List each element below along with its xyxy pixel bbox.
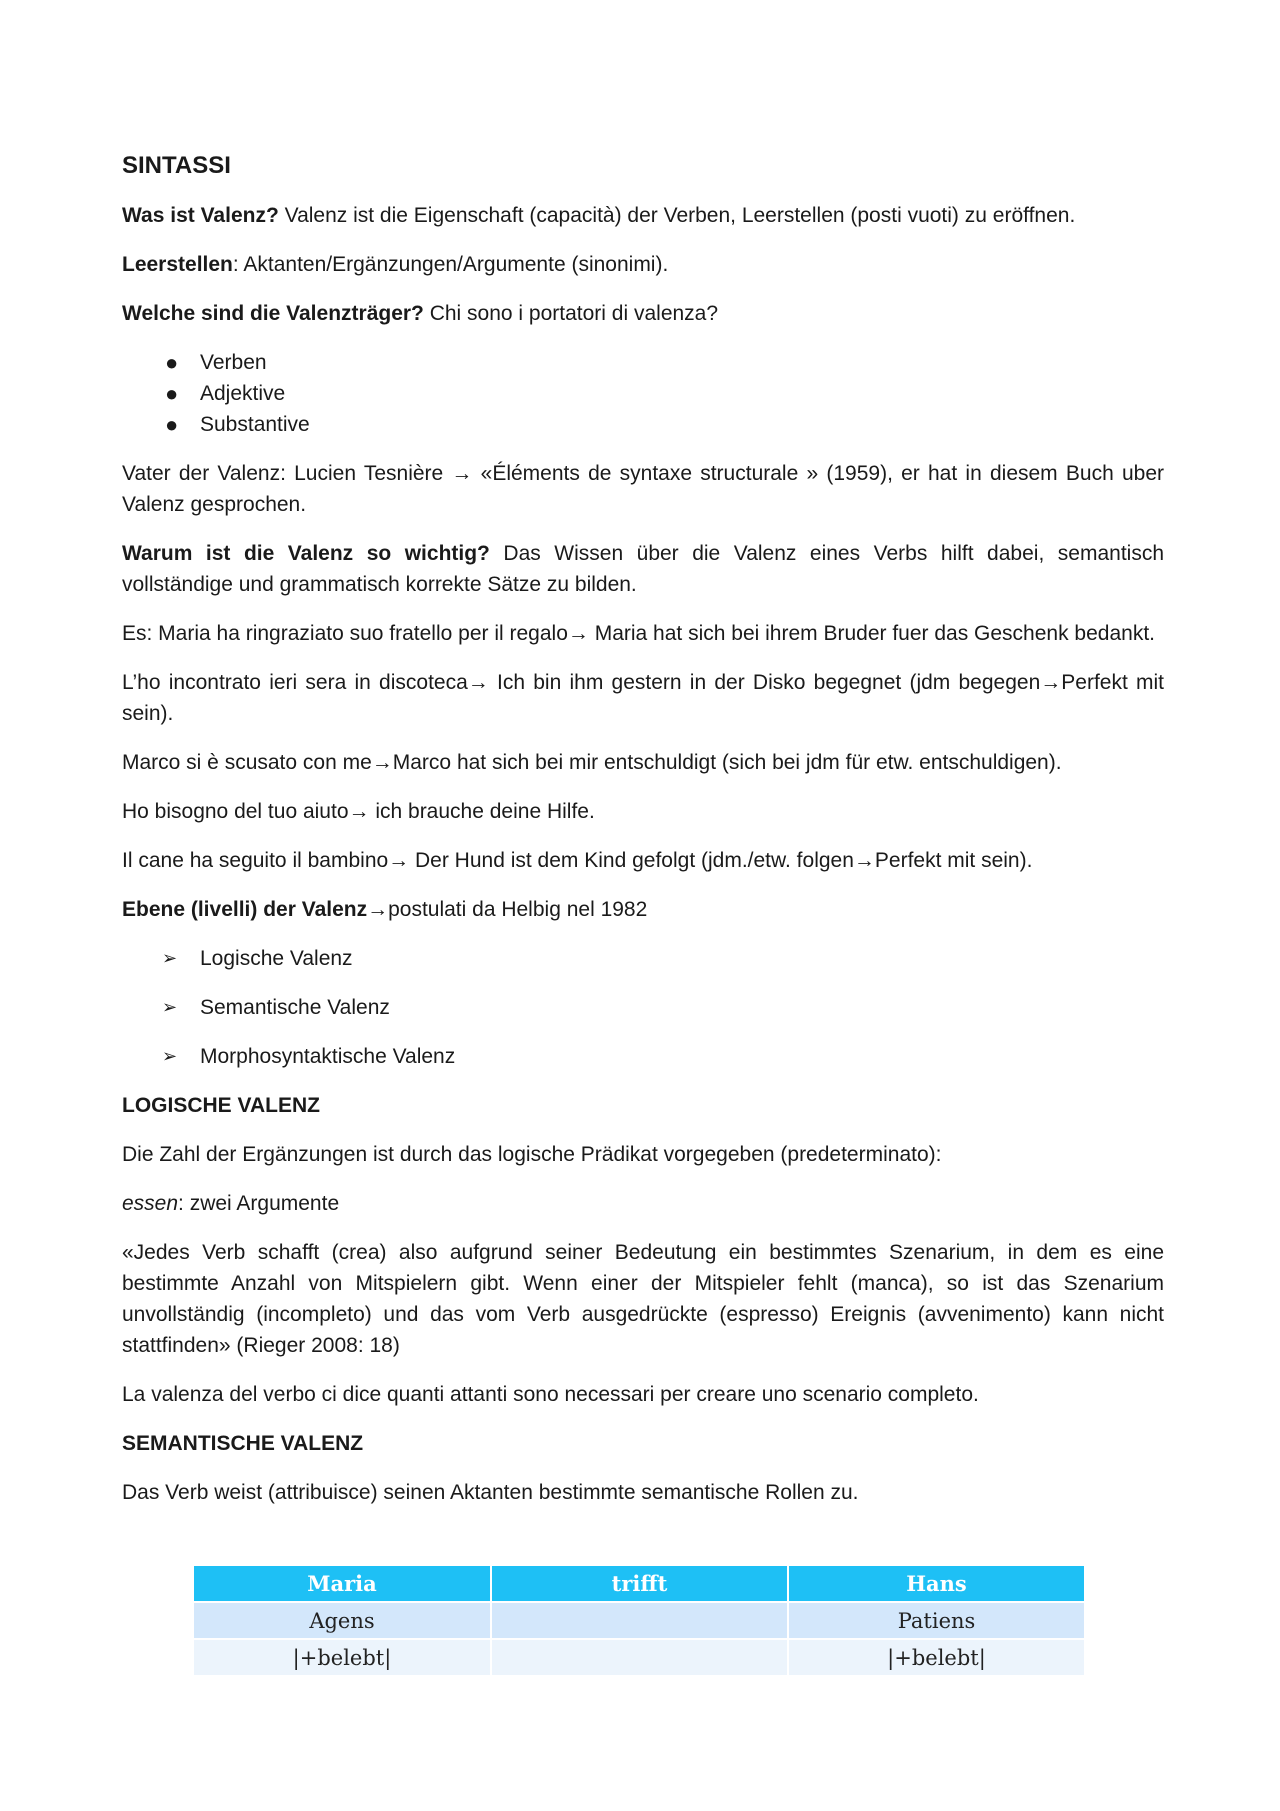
page-title: SINTASSI [122, 152, 231, 179]
paragraph-example-4: Ho bisogno del tuo aiuto→ ich brauche deine Hilfe. [122, 800, 595, 823]
paragraph-example-2: L’ho incontrato ieri sera in discoteca→ Ich bin ihm gestern in der Disko begegnet (jdm begegen→Perfekt mit sein). [122, 671, 1164, 725]
paragraph-warum [122, 538, 1164, 600]
paragraph-ebene [122, 894, 1164, 925]
table-cell: |+belebt| [194, 1639, 491, 1676]
bullet-icon: ● [165, 412, 179, 437]
list-item [122, 943, 1164, 974]
table-header-row [194, 1566, 1085, 1602]
table-cell [491, 1639, 788, 1676]
paragraph-zahl: Die Zahl der Ergänzungen ist durch das logische Prädikat vorgegeben (predeterminato): [122, 1143, 942, 1166]
paragraph-example-3: Marco si è scusato con me→Marco hat sich bei mir entschuldigt (sich bei jdm für etw. entschuldigen). [122, 751, 1062, 774]
paragraph-text: : Aktanten/Ergänzungen/Argumente (sinonimi). [232, 253, 669, 276]
bold-question: Welche sind die Valenzträger? [122, 302, 424, 325]
list-item-text: Adjektive [200, 382, 286, 405]
paragraph-rollen: Das Verb weist (attribuisce) seinen Aktanten bestimmte semantische Rollen zu. [122, 1481, 859, 1504]
italic-term: essen [122, 1192, 179, 1215]
table-row [194, 1602, 1085, 1639]
table-cell [491, 1602, 788, 1639]
paragraph-quote-rieger: «Jedes Verb schafft (crea) also aufgrund seiner Bedeutung ein bestimmtes Szenarium, in dem es eine bestimmte Anzahl von Mitspielern gibt. Wenn einer der Mitspieler fehlt (manca), so ist das Szenarium unvollständig (incompleto) und das vom Verb ausgedrückte (espresso) Ereignis (avvenimento) kann nicht stattfinden» (Rieger 2008: 18) [122, 1241, 1164, 1357]
table-header-cell: Hans [788, 1566, 1085, 1602]
table-header-cell: Maria [194, 1566, 491, 1602]
paragraph-text: Valenz ist die Eigenschaft (capacità) der Verben, Leerstellen (posti vuoti) zu eröffnen. [278, 204, 1076, 227]
bullet-icon: ● [165, 350, 179, 375]
list-item [122, 347, 1164, 378]
list-item [122, 409, 1164, 440]
list-item-text: Morphosyntaktische Valenz [200, 1045, 456, 1068]
paragraph-example-1: Es: Maria ha ringraziato suo fratello per il regalo→ Maria hat sich bei ihrem Bruder fuer das Geschenk bedankt. [122, 622, 1155, 645]
table-cell: Patiens [788, 1602, 1085, 1639]
arrow-bullet-icon: ➢ [162, 1046, 178, 1066]
bold-term: Leerstellen [122, 253, 233, 276]
paragraph-example-5: Il cane ha seguito il bambino→ Der Hund ist dem Kind gefolgt (jdm./etw. folgen→Perfekt mit sein). [122, 849, 1033, 872]
paragraph-valenz-definition [122, 200, 1164, 231]
paragraph-text: →postulati da Helbig nel 1982 [367, 898, 648, 921]
valenztraeger-list [122, 347, 1164, 440]
paragraph-text: Chi sono i portatori di valenza? [423, 302, 719, 325]
arrow-bullet-icon: ➢ [162, 948, 178, 968]
bold-term: Ebene (livelli) der Valenz [122, 898, 368, 921]
paragraph-leerstellen [122, 249, 1164, 280]
document-page [122, 150, 1164, 1526]
list-item-text: Verben [200, 351, 267, 374]
list-item [122, 1041, 1164, 1072]
bold-question: Was ist Valenz? [122, 204, 279, 227]
list-item [122, 378, 1164, 409]
list-item [122, 992, 1164, 1023]
list-item-text: Semantische Valenz [200, 996, 390, 1019]
paragraph-text: Das Wissen über die Valenz eines Verbs hilft dabei, semantisch vollständige und grammatisch korrekte Sätze zu bilden. [122, 542, 1165, 596]
paragraph-tesniere: Vater der Valenz: Lucien Tesnière → «Éléments de syntaxe structurale » (1959), er hat in diesem Buch uber Valenz gesprochen. [122, 462, 1164, 516]
table-header-cell: trifft [491, 1566, 788, 1602]
paragraph-scenario: La valenza del verbo ci dice quanti attanti sono necessari per creare uno scenario completo. [122, 1383, 979, 1406]
paragraph-text: : zwei Argumente [178, 1192, 340, 1215]
semantic-roles-table [194, 1566, 1086, 1677]
list-item-text: Logische Valenz [200, 947, 353, 970]
heading-semantische-valenz: SEMANTISCHE VALENZ [122, 1432, 364, 1455]
bold-question: Warum ist die Valenz so wichtig? [122, 542, 490, 565]
list-item-text: Substantive [200, 413, 310, 436]
heading-logische-valenz: LOGISCHE VALENZ [122, 1094, 320, 1117]
bullet-icon: ● [165, 381, 179, 406]
arrow-bullet-icon: ➢ [162, 997, 178, 1017]
paragraph-valenztraeger [122, 298, 1164, 329]
table-row [194, 1639, 1085, 1676]
paragraph-essen [122, 1188, 1164, 1219]
levels-list [122, 943, 1164, 1072]
table-cell: Agens [194, 1602, 491, 1639]
table-cell: |+belebt| [788, 1639, 1085, 1676]
